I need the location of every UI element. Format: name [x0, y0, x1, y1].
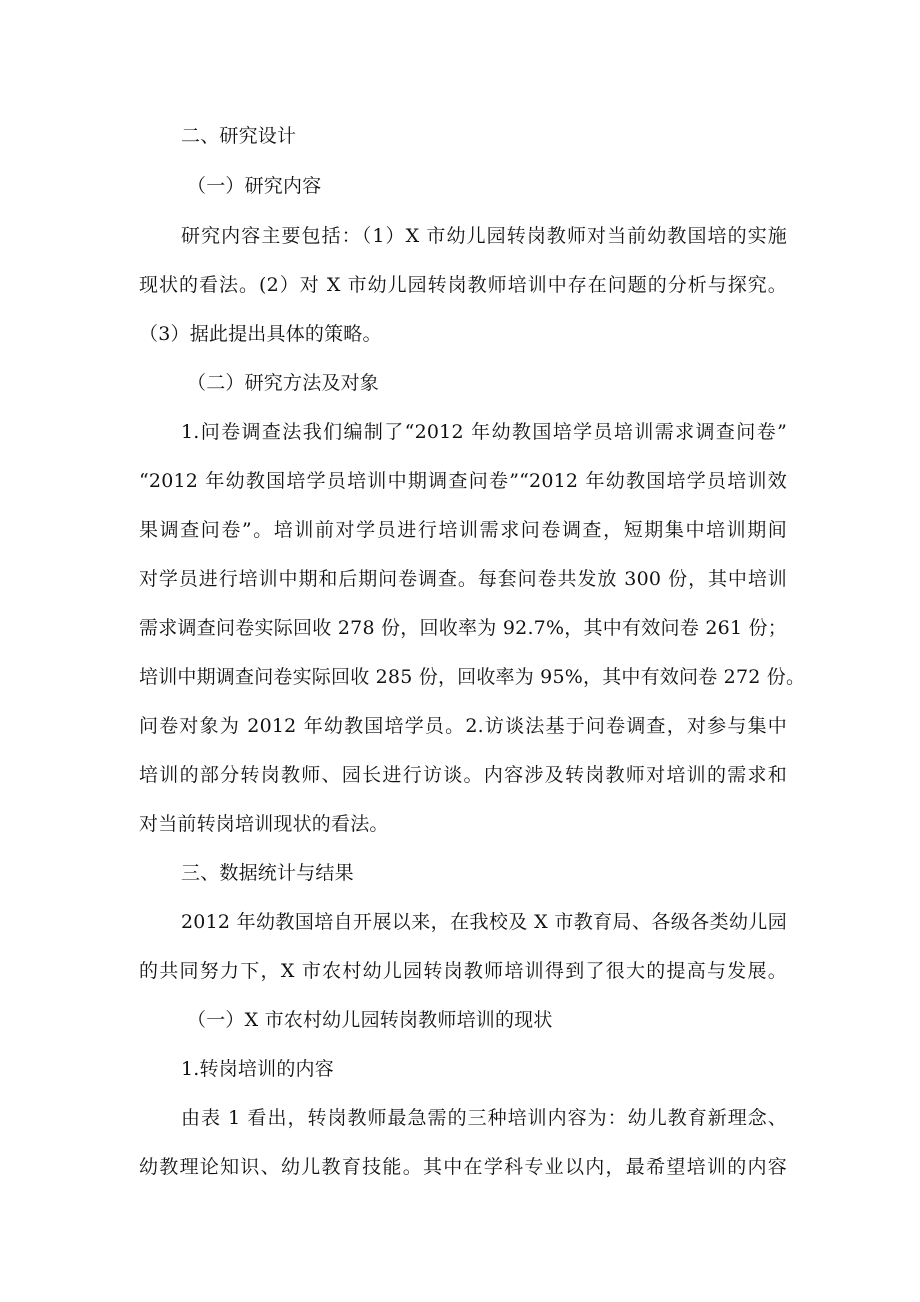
paragraph-line: 培训的部分转岗教师、园长进行访谈。内容涉及转岗教师对培训的需求和	[139, 764, 787, 786]
subsection-heading-training-status: （一）X 市农村幼儿园转岗教师培训的现状	[187, 1009, 553, 1031]
paragraph-line: 现状的看法。(2）对 X 市幼儿园转岗教师培训中存在问题的分析与探究。	[139, 274, 787, 296]
paragraph-line: （3）据此提出具体的策略。	[139, 323, 382, 345]
subsection-heading-method-and-subjects: （二）研究方法及对象	[187, 372, 380, 394]
paragraph-line: 幼教理论知识、幼儿教育技能。其中在学科专业以内，最希望培训的内容	[139, 1156, 787, 1178]
paragraph-line: 由表 1 看出，转岗教师最急需的三种培训内容为：幼儿教育新理念、	[181, 1107, 787, 1129]
section-heading-data-results: 三、数据统计与结果	[181, 862, 354, 884]
subsection-heading-research-content: （一）研究内容	[187, 175, 322, 197]
paragraph-line: 培训中期调查问卷实际回收 285 份，回收率为 95%，其中有效问卷 272 份。	[139, 666, 806, 688]
paragraph-line: “2012 年幼教国培学员培训中期调查问卷”“2012 年幼教国培学员培训效	[139, 470, 787, 492]
paragraph-line: 对学员进行培训中期和后期问卷调查。每套问卷共发放 300 份，其中培训	[139, 568, 787, 590]
paragraph-line: 的共同努力下，X 市农村幼儿园转岗教师培训得到了很大的提高与发展。	[139, 960, 787, 982]
paragraph-line: 1.问卷调查法我们编制了“2012 年幼教国培学员培训需求调查问卷”	[181, 421, 787, 443]
paragraph-line: 对当前转岗培训现状的看法。	[139, 813, 389, 835]
paragraph-line: 研究内容主要包括：（1）X 市幼儿园转岗教师对当前幼教国培的实施	[181, 225, 787, 247]
subsection-heading-training-content: 1.转岗培训的内容	[181, 1058, 334, 1080]
paragraph-line: 需求调查问卷实际回收 278 份，回收率为 92.7%，其中有效问卷 261 份；	[139, 617, 787, 639]
section-heading-research-design: 二、研究设计	[181, 125, 297, 147]
paragraph-line: 果调查问卷”。培训前对学员进行培训需求问卷调查，短期集中培训期间	[139, 519, 787, 541]
paragraph-line: 问卷对象为 2012 年幼教国培学员。2.访谈法基于问卷调查，对参与集中	[139, 715, 787, 737]
paragraph-line: 2012 年幼教国培自开展以来，在我校及 X 市教育局、各级各类幼儿园	[181, 911, 787, 933]
